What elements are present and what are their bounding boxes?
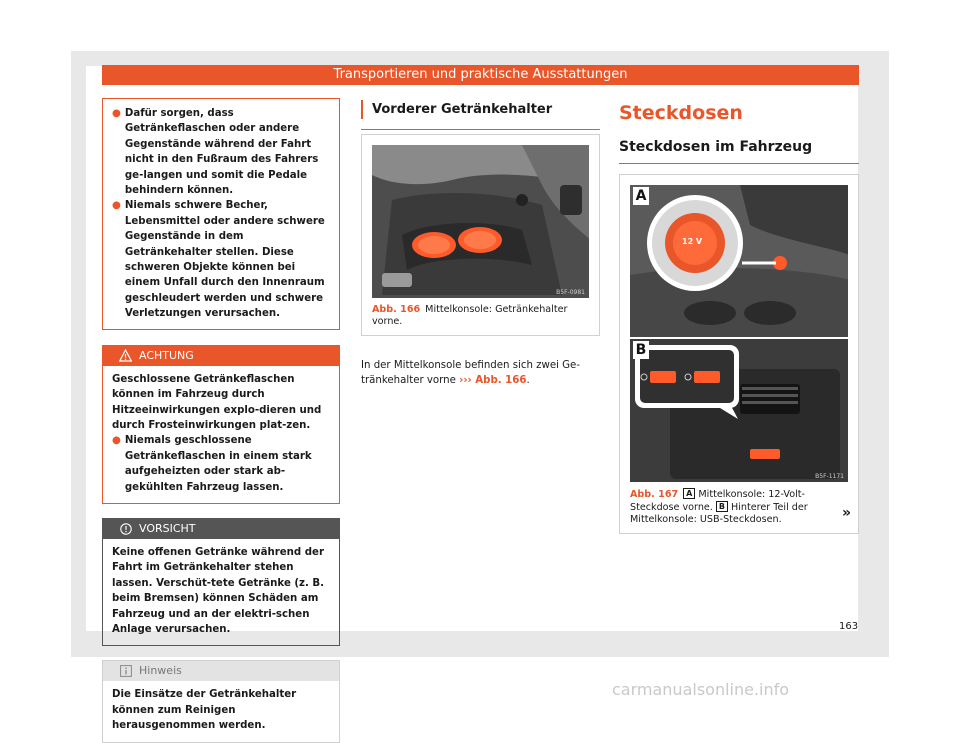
vorsicht-box [102,518,340,646]
section-rule [619,163,859,164]
socket-label: 12 V [682,237,703,246]
achtung-text: Geschlossene Getränkeflaschen können im Fahrzeug durch Hitzeeinwirkungen explo-dieren und durch Frosteinwirkungen plat-zen. [112,373,322,431]
column-middle [361,98,600,388]
page-header: Transportieren und praktische Ausstattungen [102,65,859,85]
figure-label: Abb. 166 [372,304,421,315]
caption-a-text: Mittelkonsole: 12-Volt-Steckdose vorne. [630,489,805,513]
watermark: carmanualsonline.info [612,680,790,699]
hinweis-text: Die Einsätze der Getränkehalter können zum Reinigen herausgenommen werden. [112,689,297,732]
cupholder-illustration [372,145,589,298]
figure-label: Abb. 167 [630,489,679,500]
info-icon [120,665,132,677]
front-socket-photo [630,185,848,337]
achtung-box [102,345,340,504]
vorsicht-title: VORSICHT [139,521,196,535]
figure-caption [362,298,599,335]
figure-caption [620,482,858,533]
figure-letter-b: B [633,341,649,359]
hinweis-box [102,660,340,742]
figure-letter-a: A [633,187,649,205]
caption-b-text: Hinterer Teil der Mittelkonsole: USB-Steckdosen. [630,502,808,525]
page-number: 163 [839,621,859,632]
achtung-title: ACHTUNG [139,348,194,362]
warning-bullet-text: Niemals schwere Becher, Lebensmittel oder andere schwere Gegenstände in dem Getränkehalter stellen. Diese schweren Objekte können bei einem Unfall durch den Innenraum geschleudert werden und schwere Verletzungen verursachen. [124,200,325,320]
warning-bullet: ● Dafür sorgen, dass Getränkeflaschen oder andere Gegenstände während der Fahrt nicht in den Fußraum des Fahrers ge-langen und somit die Pedale behindern können. [112,106,330,198]
figure-caption-text: Mittelkonsole: Getränkehalter vorne. [372,304,568,327]
section-title: Vorderer Getränkehalter [361,100,600,119]
warning-continuation-box [102,98,340,330]
hinweis-title: Hinweis [139,664,182,678]
caution-circle-icon [120,523,132,535]
body-paragraph [361,358,600,388]
figure-reference-link[interactable]: ››› Abb. 166 [459,375,527,386]
section-rule [361,129,600,130]
figure-marker-b: B [716,501,728,512]
column-right [619,98,859,534]
warning-bullet-text: Dafür sorgen, dass Getränkeflaschen oder andere Gegenstände während der Fahrt nicht in den Fußraum des Fahrers ge-langen und somit die Pedale behindern können. [124,108,319,197]
figure-166 [361,134,600,336]
warning-bullet: ● Niemals schwere Becher, Lebensmittel oder andere schwere Gegenstände in dem Getränkehalter stellen. Diese schweren Objekte können bei einem Unfall durch den Innenraum geschleudert werden und schwere Verletzungen verursachen. [112,198,330,321]
column-left [102,98,340,743]
figure-code: B5F-1171 [815,473,844,480]
section-subtitle: Steckdosen im Fahrzeug [619,139,813,155]
cupholder-photo [372,145,589,298]
figure-167 [619,174,859,534]
vorsicht-text: Keine offenen Getränke während der Fahrt im Getränkehalter stehen lassen. Verschüt-tete Getränke (z. B. beim Bremsen) können Schäden am Fahrzeug und an der elektri-schen Anlage verursachen. [112,546,325,635]
rear-usb-illustration [630,339,848,482]
warning-triangle-icon [119,349,132,362]
paragraph-text: In der Mittelkonsole befinden sich zwei Ge-tränkehalter vorne [361,360,580,386]
figure-code: B5F-0981 [556,289,585,296]
continue-mark: » [842,505,852,521]
achtung-bullet-text: Niemals geschlossene Getränkeflaschen in einem stark aufgeheizten oder stark ab-gekühlten Fahrzeug lassen. [124,435,312,493]
paragraph-end: . [526,375,530,386]
vorsicht-title-bar [103,519,339,539]
front-socket-illustration [630,185,848,337]
rear-usb-photo [630,339,848,482]
achtung-title-bar [103,346,339,366]
achtung-bullet: ● Niemals geschlossene Getränkeflaschen in einem stark aufgeheizten oder stark ab-gekühlten Fahrzeug lassen. [112,433,330,495]
figure-marker-a: A [683,488,695,499]
chapter-title: Steckdosen [619,102,743,124]
hinweis-title-bar [103,661,339,681]
